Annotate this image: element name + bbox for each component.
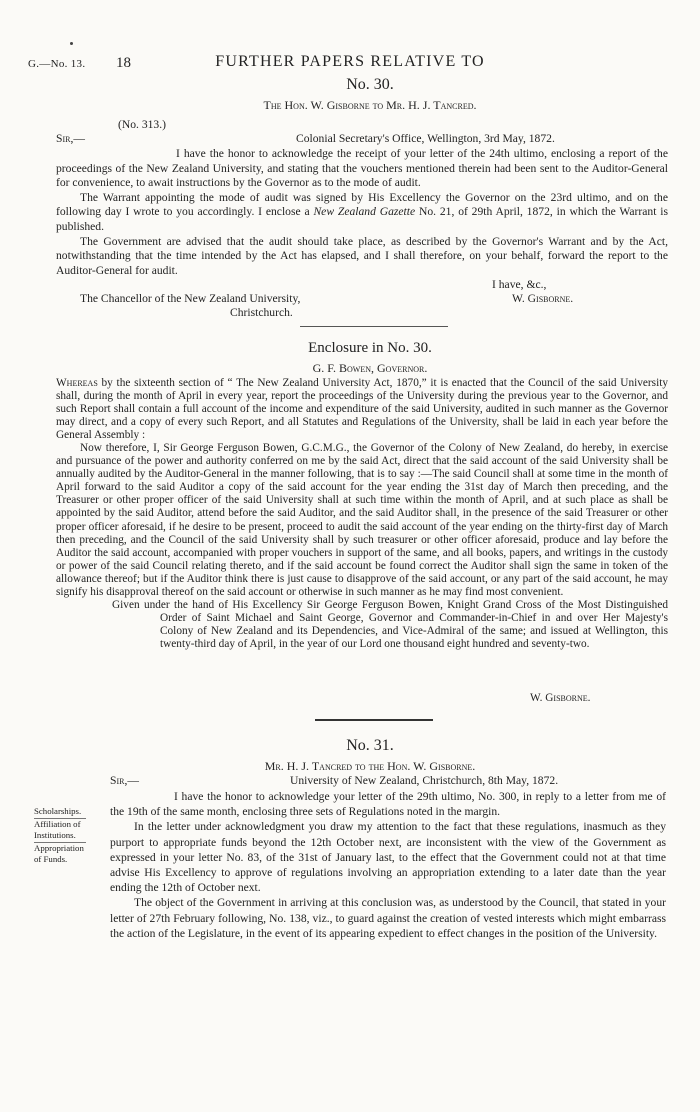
letter-30-number: No. 30. — [346, 76, 394, 93]
section-divider — [300, 326, 448, 327]
enclosure-subtitle: G. F. Bowen, Governor. — [312, 361, 428, 375]
letter-30-salutation: Sir,— — [56, 132, 85, 145]
letter-30-para-3: The Government are advised that the audit should take place, as described by the Governor's Warrant and by the Act, notwithstanding that the time intended by the Act has elapsed, and I shall therefore, on your behalf, forward the report to the Auditor-General for audit. — [56, 234, 668, 277]
letter-31-body — [110, 789, 666, 941]
letter-31-salutation: Sir,— — [110, 774, 139, 787]
margin-note-scholarships: Scholarships. — [34, 806, 86, 819]
enclosure-para-1: Whereas by the sixteenth section of “ The New Zealand University Act, 1870,” it is enacted that the Council of the said University shall, during the month of April in every year, report the proceedings of the University during the previous year to the Governor, and such Report shall contain a full account of the income and expenditure of the said University, audited in such manner as the Governor may direct, and a copy of every such Report, and all Statutes and Regulations of the University, shall be laid in each year before the General Assembly : — [56, 377, 668, 442]
letter-31-para-3: The object of the Government in arriving at this conclusion was, as understood by the Council, that stated in your letter of 27th February following, No. 138, viz., to guard against the creation of vested interests which might embarrass the action of the Legislature, in the event of its appearing expedient to effect changes in the position of the University. — [110, 896, 666, 940]
letter-30-para-1: I have the honor to acknowledge the receipt of your letter of the 24th ultimo, enclosing a report of the proceedings of the New Zealand University, and stating that the vouchers mentioned therein had been sent to the Auditor-General for convenience, to await instructions by the Governor as to the mode of audit. — [56, 147, 668, 190]
gazette-title: New Zealand Gazette — [313, 205, 416, 219]
letter-30-signature: W. Gisborne. — [512, 292, 574, 305]
page-title: FURTHER PAPERS RELATIVE TO — [215, 53, 485, 70]
series-number: G.—No. 13. — [28, 58, 86, 70]
margin-notes — [34, 806, 86, 866]
letter-30-dateline: Colonial Secretary's Office, Wellington, 3rd May, 1872. — [296, 132, 555, 145]
enclosure-title: Enclosure in No. 30. — [308, 340, 432, 356]
page-speck — [70, 42, 73, 45]
letter-30-para-2: The Warrant appointing the mode of audit was signed by His Excellency the Governor on the 23rd ultimo, and on the following day I wrote to you accordingly. I enclose a New Zealand Gazette No. 21, of 29th April, 1872, in which the Warrant is published. — [56, 190, 668, 233]
letter-31-heading: Mr. H. J. Tancred to the Hon. W. Gisborne. — [264, 759, 476, 773]
page-number: 18 — [116, 55, 131, 71]
letter-30-address-place: Christchurch. — [230, 306, 293, 319]
enclosure-given: Given under the hand of His Excellency Sir George Ferguson Bowen, Knight Grand Cross of the Most Distinguished Order of Saint Michael and Saint George, Governor and Commander-in-Chief in and over Her Majesty's Colony of New Zealand and its Dependencies, and Vice-Admiral of the same; and issued at Wellington, this twenty-third day of April, in the year of our Lord one thousand eight hundred and seventy-two. — [112, 598, 668, 650]
letter-31-para-1: I have the honor to acknowledge your letter of the 29th ultimo, No. 300, in reply to a letter from me of the 19th of the same month, enclosing three sets of Regulations noted in the margin. — [110, 790, 666, 819]
letter-31-dateline: University of New Zealand, Christchurch, 8th May, 1872. — [290, 774, 559, 787]
letter-30-heading: The Hon. W. Gisborne to Mr. H. J. Tancred. — [263, 98, 477, 112]
letter-30-ref: (No. 313.) — [118, 118, 166, 131]
letter-30-addressee: The Chancellor of the New Zealand University, — [80, 292, 301, 305]
enclosure-para-2: Now therefore, I, Sir George Ferguson Bowen, G.C.M.G., the Governor of the Colony of New Zealand, do hereby, in exercise and pursuance of the power and authority conferred on me by the said Act, direct that the said account of the said University shall be annually audited by the Auditor-General in the manner following, that is to say :—The said Council shall at some time in the month of April forward to the said Auditor a copy of the said account for the year ending the 31st day of March then preceding, and the Treasurer or other proper officer of the said University shall at such time within the month of April, and at such place as shall be appointed by the said Auditor, attend before the said Auditor, and the said Auditor shall, in the presence of the said Treasurer or other proper officer aforesaid, if he desire to be present, proceed to audit the said account of the year ending on the thirty-first day of March then preceding, and the Council of the said University shall by such treasurer or other officer aforesaid, produce and lay before the Auditor the said account, accompanied with proper vouchers in support of the same, and all books, papers, and writings in the custody or power of the said Council relating thereto, and if the said account be found correct the Auditor shall sign the same in token of the allowance thereof; but if the Auditor think there is just cause to disapprove of the said account, or any part of the said account, he may signify his disapproval thereof on the said account or otherwise in such manner as he may find most convenient. — [56, 442, 668, 598]
margin-note-appropriation: Appropriation of Funds. — [34, 842, 84, 864]
enclosure-signature: W. Gisborne. — [530, 692, 591, 704]
letter-31-number: No. 31. — [346, 737, 394, 754]
enclosure-body — [56, 377, 668, 651]
letter-31-para-2: In the letter under acknowledgment you draw my attention to the fact that these regulations, inasmuch as they purport to appropriate funds beyond the 12th October next, are inconsistent with the view of the Government as expressed in your letter No. 83, of the 31st of January last, to the effect that the Government could not at that time advise His Excellency to approve of regulations involving an appropriation extending to a later date than the year ending the 12th of October next. — [110, 820, 666, 895]
whereas-word: Whereas — [56, 377, 98, 389]
letter-30-body — [56, 147, 668, 278]
section-divider-bold — [315, 719, 433, 721]
margin-note-affiliation: Affiliation of Institutions. — [34, 819, 86, 843]
letter-30-closing: I have, &c., — [492, 278, 547, 291]
